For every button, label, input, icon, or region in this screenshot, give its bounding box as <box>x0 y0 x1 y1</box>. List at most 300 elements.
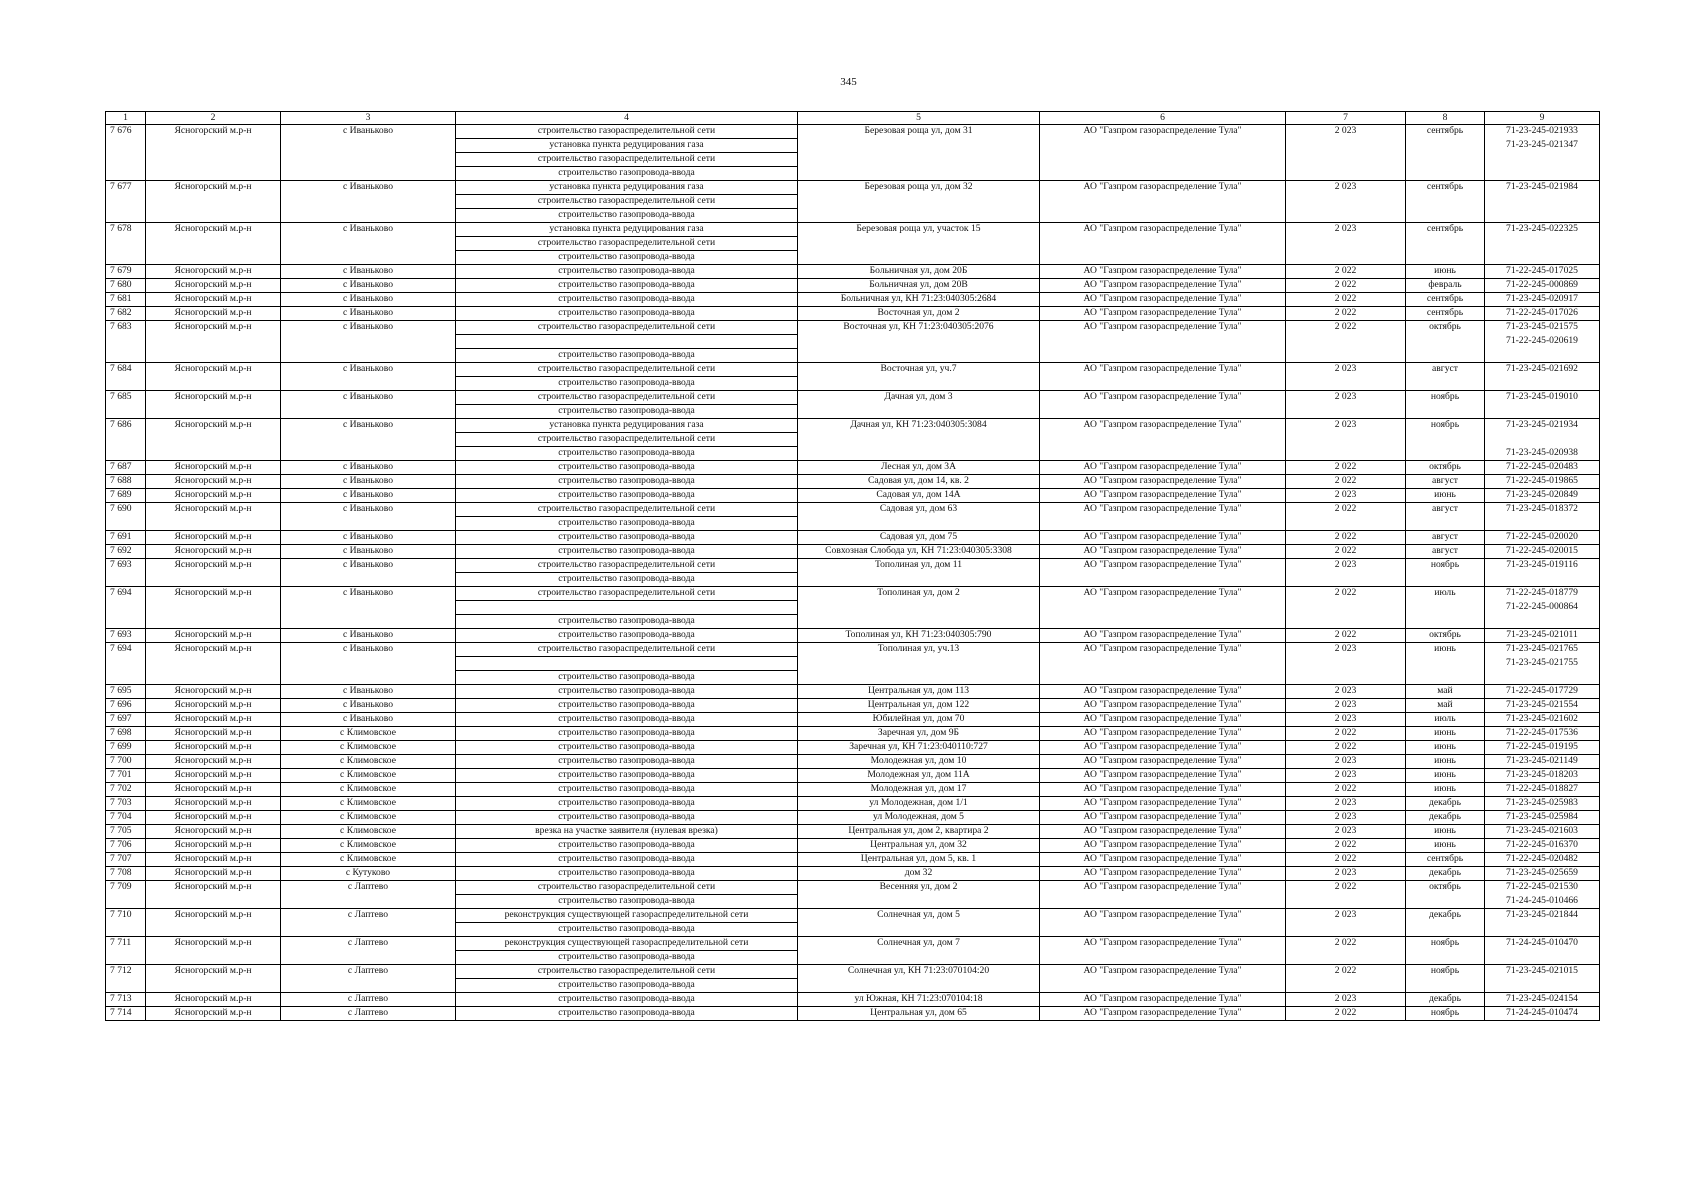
district-cell: Ясногорский м.р-н <box>146 755 281 769</box>
organization-cell: АО "Газпром газораспределение Тула" <box>1040 503 1286 517</box>
table-row <box>106 307 1600 321</box>
organization-cell: АО "Газпром газораспределение Тула" <box>1040 727 1286 741</box>
row-number <box>106 349 146 363</box>
locality-cell <box>281 139 456 153</box>
row-number: 7 701 <box>106 769 146 783</box>
year-cell <box>1286 209 1406 223</box>
work-type-cell: строительство газопровода-ввода <box>456 377 798 391</box>
code-cell: 71-23-245-021765 <box>1485 643 1600 657</box>
locality-cell: с Иваньково <box>281 475 456 489</box>
year-cell: 2 023 <box>1286 363 1406 377</box>
month-cell: август <box>1406 531 1485 545</box>
code-cell: 71-22-245-019865 <box>1485 475 1600 489</box>
locality-cell: с Иваньково <box>281 531 456 545</box>
organization-cell: АО "Газпром газораспределение Тула" <box>1040 391 1286 405</box>
row-number: 7 677 <box>106 181 146 195</box>
address-cell: Дачная ул, дом 3 <box>798 391 1040 405</box>
district-cell: Ясногорский м.р-н <box>146 265 281 279</box>
year-cell <box>1286 405 1406 419</box>
organization-cell <box>1040 377 1286 391</box>
row-number <box>106 573 146 587</box>
locality-cell <box>281 195 456 209</box>
code-cell: 71-22-245-017025 <box>1485 265 1600 279</box>
address-cell <box>798 895 1040 909</box>
year-cell: 2 022 <box>1286 321 1406 335</box>
month-cell <box>1406 447 1485 461</box>
address-cell <box>798 923 1040 937</box>
organization-cell <box>1040 237 1286 251</box>
locality-cell: с Иваньково <box>281 489 456 503</box>
locality-cell <box>281 447 456 461</box>
locality-cell <box>281 657 456 671</box>
district-cell: Ясногорский м.р-н <box>146 489 281 503</box>
district-cell: Ясногорский м.р-н <box>146 839 281 853</box>
year-cell: 2 023 <box>1286 419 1406 433</box>
year-cell: 2 023 <box>1286 993 1406 1007</box>
month-cell: октябрь <box>1406 321 1485 335</box>
locality-cell: с Иваньково <box>281 685 456 699</box>
work-type-cell: строительство газораспределительной сети <box>456 237 798 251</box>
code-cell: 71-23-245-021933 <box>1485 125 1600 139</box>
row-number <box>106 139 146 153</box>
column-header-1: 1 <box>106 112 146 125</box>
table-row <box>106 993 1600 1007</box>
month-cell: ноябрь <box>1406 559 1485 573</box>
year-cell: 2 022 <box>1286 839 1406 853</box>
locality-cell <box>281 209 456 223</box>
work-type-cell: строительство газораспределительной сети <box>456 153 798 167</box>
month-cell: июнь <box>1406 839 1485 853</box>
month-cell: июнь <box>1406 643 1485 657</box>
organization-cell <box>1040 433 1286 447</box>
organization-cell <box>1040 405 1286 419</box>
district-cell: Ясногорский м.р-н <box>146 293 281 307</box>
year-cell: 2 023 <box>1286 391 1406 405</box>
table-row <box>106 195 1600 209</box>
address-cell: Больничная ул, КН 71:23:040305:2684 <box>798 293 1040 307</box>
organization-cell: АО "Газпром газораспределение Тула" <box>1040 741 1286 755</box>
year-cell: 2 023 <box>1286 713 1406 727</box>
locality-cell <box>281 517 456 531</box>
row-number: 7 713 <box>106 993 146 1007</box>
organization-cell: АО "Газпром газораспределение Тула" <box>1040 825 1286 839</box>
month-cell: октябрь <box>1406 461 1485 475</box>
year-cell: 2 022 <box>1286 503 1406 517</box>
row-number <box>106 671 146 685</box>
code-cell <box>1485 349 1600 363</box>
address-cell: Березовая роща ул, дом 32 <box>798 181 1040 195</box>
code-cell: 71-23-245-021984 <box>1485 181 1600 195</box>
organization-cell: АО "Газпром газораспределение Тула" <box>1040 965 1286 979</box>
year-cell <box>1286 657 1406 671</box>
column-header-8: 8 <box>1406 112 1485 125</box>
district-cell <box>146 349 281 363</box>
table-row <box>106 405 1600 419</box>
organization-cell: АО "Газпром газораспределение Тула" <box>1040 321 1286 335</box>
month-cell <box>1406 895 1485 909</box>
row-number: 7 689 <box>106 489 146 503</box>
locality-cell <box>281 979 456 993</box>
column-header-6: 6 <box>1040 112 1286 125</box>
organization-cell: АО "Газпром газораспределение Тула" <box>1040 461 1286 475</box>
work-type-cell: строительство газопровода-ввода <box>456 461 798 475</box>
address-cell <box>798 517 1040 531</box>
district-cell <box>146 153 281 167</box>
address-cell <box>798 349 1040 363</box>
organization-cell <box>1040 139 1286 153</box>
table-row <box>106 489 1600 503</box>
code-cell: 71-22-245-020483 <box>1485 461 1600 475</box>
organization-cell: АО "Газпром газораспределение Тула" <box>1040 265 1286 279</box>
address-cell: Восточная ул, уч.7 <box>798 363 1040 377</box>
month-cell <box>1406 573 1485 587</box>
work-type-cell: строительство газопровода-ввода <box>456 993 798 1007</box>
code-cell <box>1485 195 1600 209</box>
table-row <box>106 139 1600 153</box>
year-cell: 2 023 <box>1286 825 1406 839</box>
address-cell: дом 32 <box>798 867 1040 881</box>
table-row <box>106 433 1600 447</box>
address-cell <box>798 615 1040 629</box>
address-cell: ул Южная, КН 71:23:070104:18 <box>798 993 1040 1007</box>
address-cell: Центральная ул, дом 113 <box>798 685 1040 699</box>
code-cell <box>1485 433 1600 447</box>
month-cell <box>1406 153 1485 167</box>
table-row <box>106 517 1600 531</box>
work-type-cell <box>456 657 798 671</box>
year-cell: 2 023 <box>1286 699 1406 713</box>
district-cell: Ясногорский м.р-н <box>146 307 281 321</box>
table-row <box>106 545 1600 559</box>
month-cell <box>1406 349 1485 363</box>
locality-cell: с Климовское <box>281 839 456 853</box>
locality-cell <box>281 951 456 965</box>
district-cell: Ясногорский м.р-н <box>146 769 281 783</box>
work-type-cell: строительство газопровода-ввода <box>456 209 798 223</box>
locality-cell: с Иваньково <box>281 223 456 237</box>
district-cell <box>146 517 281 531</box>
address-cell <box>798 209 1040 223</box>
code-cell: 71-24-245-010466 <box>1485 895 1600 909</box>
code-cell: 71-23-245-021554 <box>1485 699 1600 713</box>
district-cell: Ясногорский м.р-н <box>146 531 281 545</box>
table-row <box>106 881 1600 895</box>
locality-cell: с Иваньково <box>281 363 456 377</box>
district-cell <box>146 951 281 965</box>
month-cell: сентябрь <box>1406 307 1485 321</box>
table-row <box>106 601 1600 615</box>
month-cell: декабрь <box>1406 993 1485 1007</box>
month-cell: ноябрь <box>1406 1007 1485 1021</box>
work-type-cell <box>456 601 798 615</box>
locality-cell: с Иваньково <box>281 699 456 713</box>
work-type-cell: установка пункта редуцирования газа <box>456 139 798 153</box>
month-cell: июнь <box>1406 783 1485 797</box>
locality-cell: с Климовское <box>281 741 456 755</box>
table-row <box>106 251 1600 265</box>
locality-cell <box>281 615 456 629</box>
month-cell <box>1406 237 1485 251</box>
locality-cell: с Иваньково <box>281 265 456 279</box>
locality-cell: с Лаптево <box>281 965 456 979</box>
address-cell: Солнечная ул, КН 71:23:070104:20 <box>798 965 1040 979</box>
code-cell: 71-23-245-025983 <box>1485 797 1600 811</box>
table-row <box>106 713 1600 727</box>
organization-cell <box>1040 195 1286 209</box>
work-type-cell: установка пункта редуцирования газа <box>456 181 798 195</box>
row-number <box>106 657 146 671</box>
month-cell: сентябрь <box>1406 181 1485 195</box>
district-cell: Ясногорский м.р-н <box>146 503 281 517</box>
year-cell: 2 023 <box>1286 811 1406 825</box>
locality-cell: с Иваньково <box>281 419 456 433</box>
table-row <box>106 531 1600 545</box>
organization-cell: АО "Газпром газораспределение Тула" <box>1040 279 1286 293</box>
table-row <box>106 657 1600 671</box>
row-number: 7 693 <box>106 629 146 643</box>
work-type-cell: строительство газопровода-ввода <box>456 811 798 825</box>
row-number: 7 706 <box>106 839 146 853</box>
district-cell: Ясногорский м.р-н <box>146 699 281 713</box>
organization-cell <box>1040 209 1286 223</box>
address-cell <box>798 433 1040 447</box>
month-cell <box>1406 657 1485 671</box>
table-row <box>106 769 1600 783</box>
year-cell: 2 022 <box>1286 461 1406 475</box>
table-row <box>106 853 1600 867</box>
year-cell: 2 023 <box>1286 559 1406 573</box>
address-cell: Больничная ул, дом 20В <box>798 279 1040 293</box>
district-cell: Ясногорский м.р-н <box>146 993 281 1007</box>
code-cell: 71-22-245-020015 <box>1485 545 1600 559</box>
month-cell <box>1406 951 1485 965</box>
work-type-cell: строительство газопровода-ввода <box>456 755 798 769</box>
work-type-cell: установка пункта редуцирования газа <box>456 419 798 433</box>
month-cell: август <box>1406 363 1485 377</box>
table-row <box>106 181 1600 195</box>
row-number: 7 682 <box>106 307 146 321</box>
district-cell: Ясногорский м.р-н <box>146 685 281 699</box>
table-row <box>106 167 1600 181</box>
table-row <box>106 419 1600 433</box>
code-cell: 71-22-245-017026 <box>1485 307 1600 321</box>
district-cell <box>146 237 281 251</box>
month-cell: сентябрь <box>1406 125 1485 139</box>
table-row <box>106 685 1600 699</box>
year-cell: 2 022 <box>1286 279 1406 293</box>
row-number <box>106 923 146 937</box>
code-cell: 71-22-245-018779 <box>1485 587 1600 601</box>
year-cell: 2 023 <box>1286 909 1406 923</box>
code-cell: 71-23-245-019116 <box>1485 559 1600 573</box>
year-cell: 2 022 <box>1286 293 1406 307</box>
address-cell: Березовая роща ул, дом 31 <box>798 125 1040 139</box>
row-number <box>106 601 146 615</box>
organization-cell <box>1040 349 1286 363</box>
work-type-cell: строительство газопровода-ввода <box>456 531 798 545</box>
year-cell: 2 022 <box>1286 881 1406 895</box>
work-type-cell: строительство газораспределительной сети <box>456 125 798 139</box>
table-row <box>106 559 1600 573</box>
district-cell: Ясногорский м.р-н <box>146 825 281 839</box>
address-cell: Центральная ул, дом 2, квартира 2 <box>798 825 1040 839</box>
locality-cell: с Климовское <box>281 797 456 811</box>
district-cell: Ясногорский м.р-н <box>146 853 281 867</box>
row-number: 7 697 <box>106 713 146 727</box>
row-number: 7 712 <box>106 965 146 979</box>
month-cell: декабрь <box>1406 909 1485 923</box>
district-cell <box>146 979 281 993</box>
code-cell <box>1485 951 1600 965</box>
table-row <box>106 965 1600 979</box>
month-cell: май <box>1406 685 1485 699</box>
address-cell: Дачная ул, КН 71:23:040305:3084 <box>798 419 1040 433</box>
row-number: 7 696 <box>106 699 146 713</box>
row-number <box>106 447 146 461</box>
district-cell: Ясногорский м.р-н <box>146 559 281 573</box>
month-cell: июнь <box>1406 265 1485 279</box>
locality-cell: с Лаптево <box>281 909 456 923</box>
month-cell: май <box>1406 699 1485 713</box>
row-number: 7 709 <box>106 881 146 895</box>
code-cell: 71-22-245-020482 <box>1485 853 1600 867</box>
table-row <box>106 755 1600 769</box>
address-cell <box>798 601 1040 615</box>
row-number: 7 698 <box>106 727 146 741</box>
year-cell: 2 022 <box>1286 937 1406 951</box>
organization-cell <box>1040 895 1286 909</box>
address-cell: Центральная ул, дом 5, кв. 1 <box>798 853 1040 867</box>
locality-cell: с Климовское <box>281 755 456 769</box>
table-row <box>106 643 1600 657</box>
address-cell: Солнечная ул, дом 7 <box>798 937 1040 951</box>
year-cell: 2 023 <box>1286 769 1406 783</box>
locality-cell <box>281 167 456 181</box>
code-cell: 71-22-245-019195 <box>1485 741 1600 755</box>
row-number <box>106 895 146 909</box>
year-cell <box>1286 951 1406 965</box>
work-type-cell: строительство газораспределительной сети <box>456 503 798 517</box>
code-cell: 71-23-245-018372 <box>1485 503 1600 517</box>
organization-cell: АО "Газпром газораспределение Тула" <box>1040 125 1286 139</box>
address-cell: Молодежная ул, дом 17 <box>798 783 1040 797</box>
code-cell <box>1485 251 1600 265</box>
organization-cell: АО "Газпром газораспределение Тула" <box>1040 181 1286 195</box>
address-cell: Совхозная Слобода ул, КН 71:23:040305:3308 <box>798 545 1040 559</box>
district-cell: Ясногорский м.р-н <box>146 125 281 139</box>
month-cell: август <box>1406 503 1485 517</box>
table-row <box>106 503 1600 517</box>
organization-cell: АО "Газпром газораспределение Тула" <box>1040 363 1286 377</box>
work-type-cell: строительство газопровода-ввода <box>456 741 798 755</box>
month-cell <box>1406 601 1485 615</box>
year-cell <box>1286 139 1406 153</box>
organization-cell: АО "Газпром газораспределение Тула" <box>1040 531 1286 545</box>
code-cell: 71-24-245-010474 <box>1485 1007 1600 1021</box>
locality-cell <box>281 573 456 587</box>
district-cell <box>146 377 281 391</box>
district-cell <box>146 657 281 671</box>
locality-cell: с Лаптево <box>281 881 456 895</box>
work-type-cell: строительство газопровода-ввода <box>456 489 798 503</box>
year-cell <box>1286 615 1406 629</box>
table-row <box>106 979 1600 993</box>
row-number: 7 683 <box>106 321 146 335</box>
organization-cell: АО "Газпром газораспределение Тула" <box>1040 475 1286 489</box>
year-cell: 2 022 <box>1286 741 1406 755</box>
row-number <box>106 615 146 629</box>
row-number: 7 687 <box>106 461 146 475</box>
code-cell <box>1485 615 1600 629</box>
month-cell: июнь <box>1406 769 1485 783</box>
row-number: 7 702 <box>106 783 146 797</box>
organization-cell: АО "Газпром газораспределение Тула" <box>1040 587 1286 601</box>
code-cell <box>1485 517 1600 531</box>
column-header-3: 3 <box>281 112 456 125</box>
month-cell: февраль <box>1406 279 1485 293</box>
year-cell <box>1286 251 1406 265</box>
address-cell: Тополиная ул, КН 71:23:040305:790 <box>798 629 1040 643</box>
code-cell: 71-23-245-021844 <box>1485 909 1600 923</box>
year-cell <box>1286 923 1406 937</box>
organization-cell <box>1040 923 1286 937</box>
work-type-cell: строительство газопровода-ввода <box>456 405 798 419</box>
column-header-5: 5 <box>798 112 1040 125</box>
work-type-cell: строительство газопровода-ввода <box>456 615 798 629</box>
work-type-cell: врезка на участке заявителя (нулевая врезка) <box>456 825 798 839</box>
code-cell <box>1485 573 1600 587</box>
row-number: 7 714 <box>106 1007 146 1021</box>
work-type-cell: строительство газораспределительной сети <box>456 643 798 657</box>
code-cell: 71-23-245-021602 <box>1485 713 1600 727</box>
table-row <box>106 461 1600 475</box>
code-cell: 71-22-245-021530 <box>1485 881 1600 895</box>
month-cell: октябрь <box>1406 881 1485 895</box>
code-cell: 71-23-245-024154 <box>1485 993 1600 1007</box>
address-cell: Тополиная ул, дом 2 <box>798 587 1040 601</box>
locality-cell: с Иваньково <box>281 461 456 475</box>
locality-cell <box>281 405 456 419</box>
organization-cell: АО "Газпром газораспределение Тула" <box>1040 293 1286 307</box>
organization-cell: АО "Газпром газораспределение Тула" <box>1040 839 1286 853</box>
work-type-cell: строительство газораспределительной сети <box>456 195 798 209</box>
year-cell: 2 023 <box>1286 223 1406 237</box>
year-cell: 2 023 <box>1286 797 1406 811</box>
table-row <box>106 909 1600 923</box>
month-cell: декабрь <box>1406 797 1485 811</box>
address-cell <box>798 573 1040 587</box>
year-cell: 2 022 <box>1286 853 1406 867</box>
locality-cell <box>281 237 456 251</box>
district-cell <box>146 335 281 349</box>
address-cell: Тополиная ул, дом 11 <box>798 559 1040 573</box>
code-cell: 71-23-245-021015 <box>1485 965 1600 979</box>
organization-cell: АО "Газпром газораспределение Тула" <box>1040 881 1286 895</box>
code-cell: 71-23-245-021755 <box>1485 657 1600 671</box>
district-cell <box>146 615 281 629</box>
address-cell: Садовая ул, дом 14, кв. 2 <box>798 475 1040 489</box>
district-cell: Ясногорский м.р-н <box>146 545 281 559</box>
row-number: 7 695 <box>106 685 146 699</box>
code-cell <box>1485 671 1600 685</box>
organization-cell: АО "Газпром газораспределение Тула" <box>1040 419 1286 433</box>
code-cell: 71-22-245-020619 <box>1485 335 1600 349</box>
row-number <box>106 405 146 419</box>
year-cell: 2 023 <box>1286 755 1406 769</box>
work-type-cell: строительство газопровода-ввода <box>456 853 798 867</box>
locality-cell: с Кутуково <box>281 867 456 881</box>
header-row <box>106 112 1600 125</box>
